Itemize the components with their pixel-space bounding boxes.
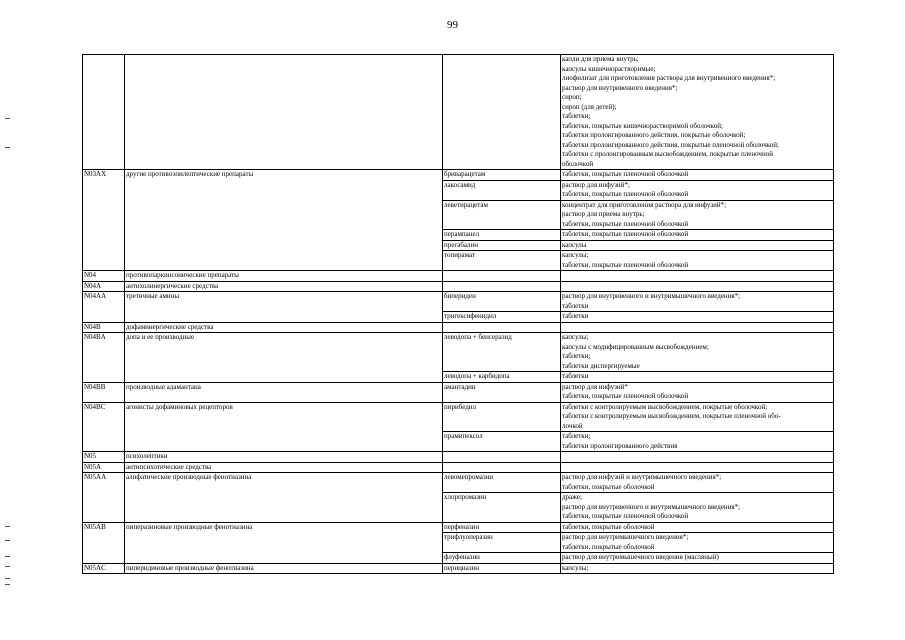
drug-name-cell: леводопа + бенсеразид (443, 333, 561, 372)
dosage-form-line: лочкой (562, 421, 583, 430)
drug-name-cell: прегабалин (443, 240, 561, 251)
dosage-form-line: капсулы; (562, 251, 589, 259)
dosage-form-line: раствор для приема внутрь; (562, 210, 645, 218)
dosage-form-line: таблетки, покрытые пленочной оболочкой (562, 230, 689, 238)
pharmacological-group-cell: допа и ее производные (125, 333, 443, 383)
drug-name-cell: левомепромазин (443, 473, 561, 493)
dosage-form-line: раствор для инфузий* (562, 382, 628, 391)
atc-code-cell: N05AC (83, 563, 125, 574)
drug-name-cell: перампанел (443, 230, 561, 241)
dosage-form-line: раствор для внутримышечного введения (масляный) (562, 553, 719, 561)
dosage-forms-cell (561, 522, 834, 533)
dosage-forms-cell (561, 170, 834, 181)
dosage-forms-cell (561, 312, 834, 323)
pharmacological-group-cell: пиперидиновые производные фенотиазина (125, 563, 443, 574)
dosage-form-line: раствор для внутривенного введения*; (562, 83, 678, 92)
dosage-forms-cell (561, 372, 834, 383)
atc-code-cell: N04BB (83, 382, 125, 402)
table-row (83, 55, 834, 170)
drug-name-cell: бриварацетам (443, 170, 561, 181)
dosage-form-line: таблетки, покрытые оболочкой (562, 522, 655, 531)
drug-name-cell: леветирацетам (443, 200, 561, 230)
dosage-form-line: капсулы; (562, 333, 589, 341)
table-row (83, 462, 834, 473)
dosage-form-line: таблетки с контролируемым высвобождением, покрытые оболочкой; (562, 402, 768, 411)
dosage-form-line: сироп (для детей); (562, 102, 617, 111)
drug-name-cell: топирамат (443, 251, 561, 271)
dosage-form-line: раствор для внутримышечного введения*; (562, 533, 689, 541)
dosage-form-line: раствор для внутривенного и внутримышечного введения*; (562, 502, 741, 511)
table-row (83, 522, 834, 533)
dosage-form-line: таблетки (562, 301, 589, 310)
dosage-forms-cell (561, 281, 834, 292)
scan-margin-marks (5, 0, 17, 640)
pharmacological-group-cell: другие противоэпилептические препараты (125, 170, 443, 271)
table-row (83, 402, 834, 432)
dosage-form-line: таблетки; (562, 432, 591, 440)
table-row (83, 292, 834, 312)
pharmacological-group-cell: психолептики (125, 452, 443, 463)
dosage-form-line: сироп; (562, 93, 582, 101)
drug-name-cell: перициазин (443, 563, 561, 574)
dosage-form-line: таблетки с контролируемым высвобождением, покрытые пленочной обо- (562, 412, 781, 420)
dosage-form-line: капсулы кишечнорастворимые; (562, 64, 656, 73)
dosage-form-line: капсулы с модифицированным высвобождением; (562, 342, 709, 351)
drug-name-cell: бипериден (443, 292, 561, 312)
drug-name-cell: флуфеназин (443, 553, 561, 564)
dosage-forms-cell (561, 271, 834, 282)
atc-code-cell (83, 55, 125, 170)
dosage-form-line: таблетки, покрытые пленочной оболочкой (562, 170, 689, 178)
dosage-form-line: концентрат для приготовления раствора для инфузий*; (562, 200, 727, 209)
dosage-forms-cell (561, 462, 834, 473)
dosage-forms-cell (561, 251, 834, 271)
drug-name-cell: тригексифенидил (443, 312, 561, 323)
dosage-forms-cell (561, 333, 834, 372)
table-row (83, 271, 834, 282)
table-row (83, 170, 834, 181)
dosage-forms-cell (561, 322, 834, 333)
atc-code-cell: N05AA (83, 473, 125, 523)
dosage-form-line: лиофилизат для приготовления раствора для внутривенного введения*; (562, 74, 776, 82)
drug-name-cell (443, 271, 561, 282)
pharmacological-group-cell: агонисты дофаминовых рецепторов (125, 402, 443, 452)
dosage-form-line: таблетки, покрытые пленочной оболочкой (562, 512, 689, 520)
drug-name-cell: амантадин (443, 382, 561, 402)
pharmacological-group-cell: дофаминергические средства (125, 322, 443, 333)
drug-name-cell: хлорпромазин (443, 493, 561, 523)
pharmacological-group-cell: третичные амины (125, 292, 443, 323)
dosage-form-line: раствор для инфузий*; (562, 180, 630, 189)
pharmacological-group-cell: алифатические производные фенотиазина (125, 473, 443, 523)
dosage-form-line: таблетки диспергируемые (562, 361, 640, 370)
drug-name-cell (443, 55, 561, 170)
drug-name-cell (443, 462, 561, 473)
drug-classification-table (82, 54, 834, 574)
dosage-forms-cell (561, 473, 834, 493)
dosage-form-line: таблетки; (562, 112, 591, 120)
dosage-form-line: таблетки, покрытые пленочной оболочкой (562, 392, 689, 400)
dosage-form-line: таблетки пролонгированного действия (562, 441, 678, 450)
dosage-form-line: капли для приема внутрь; (562, 55, 639, 63)
dosage-forms-cell (561, 200, 834, 230)
drug-name-cell (443, 281, 561, 292)
dosage-form-line: капсулы (562, 240, 587, 249)
dosage-form-line: таблетки, покрытые пленочной оболочкой (562, 219, 689, 228)
atc-code-cell: N03AX (83, 170, 125, 271)
atc-code-cell: N05A (83, 462, 125, 473)
dosage-form-line: таблетки, покрытые оболочкой (562, 482, 655, 491)
dosage-form-line: таблетки (562, 312, 589, 320)
drug-name-cell (443, 452, 561, 463)
atc-code-cell: N04BC (83, 402, 125, 452)
atc-code-cell: N04B (83, 322, 125, 333)
dosage-form-line: таблетки (562, 372, 589, 380)
dosage-form-line: таблетки, покрытые оболочкой (562, 542, 655, 551)
dosage-forms-cell (561, 533, 834, 553)
dosage-forms-cell (561, 553, 834, 564)
drug-name-cell: леводопа + карбидопа (443, 372, 561, 383)
dosage-form-line: таблетки с пролонгированным высвобождением, покрытые пленочной (562, 150, 773, 158)
dosage-forms-cell (561, 402, 834, 432)
table-row (83, 452, 834, 463)
dosage-forms-cell (561, 230, 834, 241)
dosage-form-line: таблетки; (562, 352, 591, 360)
atc-code-cell: N04 (83, 271, 125, 282)
table-row (83, 322, 834, 333)
atc-code-cell: N04BA (83, 333, 125, 383)
table-row (83, 473, 834, 493)
dosage-forms-cell (561, 432, 834, 452)
atc-code-cell: N04AA (83, 292, 125, 323)
dosage-forms-cell (561, 180, 834, 200)
page-number: 99 (447, 19, 458, 31)
drug-name-cell: пирибедил (443, 402, 561, 432)
table-row (83, 382, 834, 402)
dosage-form-line: таблетки, покрытые пленочной оболочкой (562, 260, 689, 269)
dosage-form-line: таблетки пролонгированного действия, покрытые оболочкой; (562, 131, 746, 139)
dosage-form-line: драже; (562, 493, 582, 501)
dosage-form-line: раствор для внутривенного и внутримышечного введения*; (562, 292, 741, 300)
pharmacological-group-cell: антихолинергические средства (125, 281, 443, 292)
dosage-forms-cell (561, 240, 834, 251)
pharmacological-group-cell: противопаркинсонические препараты (125, 271, 443, 282)
dosage-forms-cell (561, 563, 834, 574)
drug-name-cell: перфеназин (443, 522, 561, 533)
drug-name-cell: прамипексол (443, 432, 561, 452)
dosage-form-line: оболочкой (562, 159, 594, 168)
dosage-forms-cell (561, 493, 834, 523)
dosage-forms-cell (561, 292, 834, 312)
dosage-forms-cell (561, 452, 834, 463)
dosage-form-line: таблетки, покрытые пленочной оболочкой (562, 190, 689, 198)
dosage-form-line: таблетки, покрытые кишечнорастворимой оболочкой; (562, 121, 723, 130)
atc-code-cell: N05AB (83, 522, 125, 563)
table-row (83, 333, 834, 372)
dosage-forms-cell (561, 382, 834, 402)
atc-code-cell: N05 (83, 452, 125, 463)
dosage-forms-cell (561, 55, 834, 170)
pharmacological-group-cell (125, 55, 443, 170)
drug-name-cell: трифлуоперазин (443, 533, 561, 553)
drug-name-cell: лакосамид (443, 180, 561, 200)
dosage-form-line: таблетки пролонгированного действия, покрытые пленочной оболочкой; (562, 140, 779, 149)
atc-code-cell: N04A (83, 281, 125, 292)
table-row (83, 563, 834, 574)
pharmacological-group-cell: пиперазиновые производные фенотиазина (125, 522, 443, 563)
drug-name-cell (443, 322, 561, 333)
table-row (83, 281, 834, 292)
pharmacological-group-cell: производные адамантана (125, 382, 443, 402)
dosage-form-line: капсулы; (562, 563, 589, 572)
pharmacological-group-cell: антипсихотические средства (125, 462, 443, 473)
dosage-form-line: раствор для инфузий и внутримышечного введения*; (562, 473, 722, 481)
